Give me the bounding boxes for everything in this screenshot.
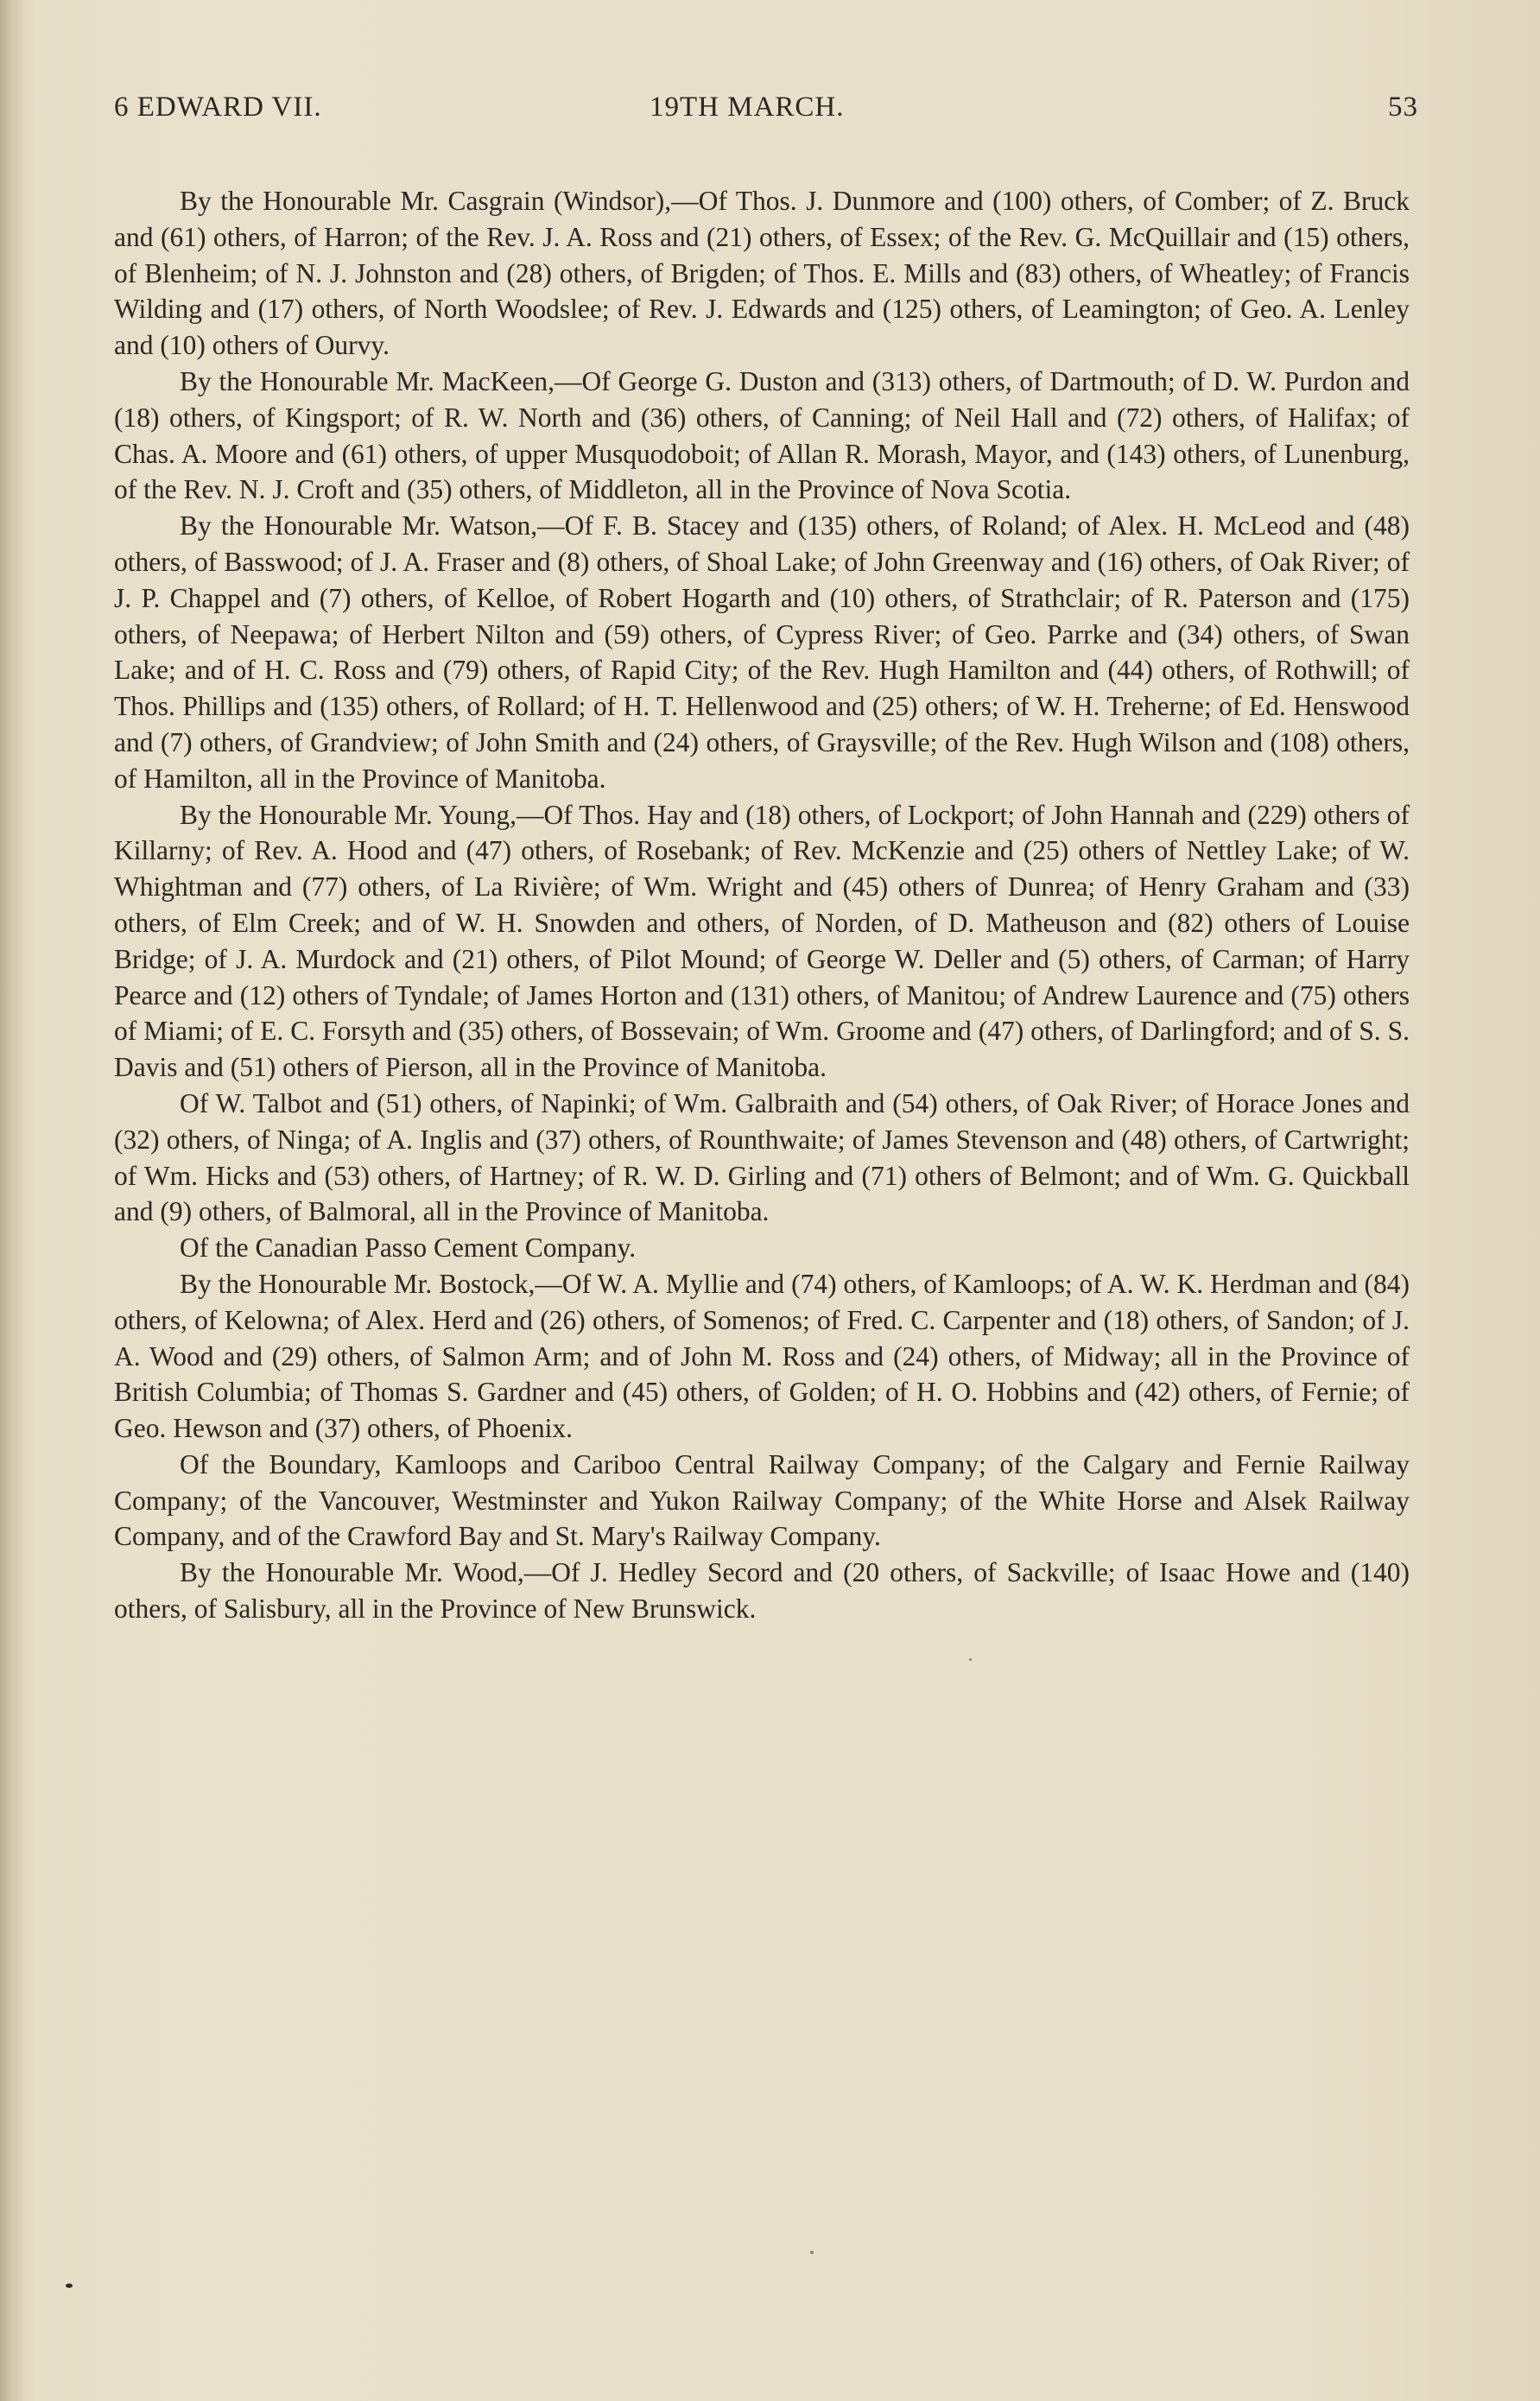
paragraph-bostock: By the Honourable Mr. Bostock,—Of W. A. Myllie and (74) others, of Kamloops; of A. W. K. Herdman and (84) others, of Kelowna; of Alex. Herd and (26) others, of Somenos; of Fred. C. Carpenter and (18) others, of Sandon; of J. A. Wood and (29) others, of Salmon Arm; and of John M. Ross and (24) others, of Midway; all in the Province of British Columbia; of Thomas S. Gardner and (45) others, of Golden; of H. O. Hobbins and (42) others, of Fernie; of Geo. Hewson and (37) others, of Phoenix.	[114, 1268, 1410, 1444]
binding-shadow	[0, 0, 24, 2401]
paragraph-young: By the Honourable Mr. Young,—Of Thos. Hay and (18) others, of Lockport; of John Hannah and (229) others of Killarny; of Rev. A. Hood and (47) others, of Rosebank; of Rev. McKenzie and (25) others of Nettley Lake; of W. Whightman and (77) others, of La Rivière; of Wm. Wright and (45) others of Dunrea; of Henry Graham and (33) others, of Elm Creek; and of W. H. Snowden and others, of Norden, of D. Matheuson and (82) others of Louise Bridge; of J. A. Murdock and (21) others, of Pilot Mound; of George W. Deller and (5) others, of Carman; of Harry Pearce and (12) others of Tyndale; of James Horton and (131) others, of Manitou; of Andrew Laurence and (75) others of Miami; of E. C. Forsyth and (35) others, of Bossevain; of Wm. Groome and (47) others, of Darlingford; and of S. S. Davis and (51) others of Pierson, all in the Province of Manitoba.	[114, 799, 1410, 1083]
paragraph-watson: By the Honourable Mr. Watson,—Of F. B. Stacey and (135) others, of Roland; of Alex. H. McLeod and (48) others, of Basswood; of J. A. Fraser and (8) others, of Shoal Lake; of John Greenway and (16) others, of Oak River; of J. P. Chappel and (7) others, of Kelloe, of Robert Hogarth and (10) others, of Strathclair; of R. Paterson and (175) others, of Neepawa; of Herbert Nilton and (59) others, of Cypress River; of Geo. Parrke and (34) others, of Swan Lake; and of H. C. Ross and (79) others, of Rapid City; of the Rev. Hugh Hamilton and (44) others, of Rothwill; of Thos. Phillips and (135) others, of Rollard; of H. T. Hellenwood and (25) others; of W. H. Treherne; of Ed. Henswood and (7) others, of Grandview; of John Smith and (24) others, of Graysville; of the Rev. Hugh Wilson and (108) others, of Hamilton, all in the Province of Manitoba.	[114, 510, 1410, 794]
paragraph-talbot: Of W. Talbot and (51) others, of Napinki; of Wm. Galbraith and (54) others, of Oak River; of Horace Jones and (32) others, of Ninga; of A. Inglis and (37) others, of Rounthwaite; of James Stevenson and (48) others, of Cartwright; of Wm. Hicks and (53) others, of Hartney; of R. W. D. Girling and (71) others of Belmont; and of Wm. G. Quickball and (9) others, of Balmoral, all in the Province of Manitoba.	[114, 1087, 1410, 1227]
paragraph-wood: By the Honourable Mr. Wood,—Of J. Hedley Secord and (20 others, of Sackville; of Isaac Howe and (140) others, of Salisbury, all in the Province of New Brunswick.	[114, 1557, 1410, 1625]
running-head	[114, 92, 1418, 133]
paragraph-passo-cement: Of the Canadian Passo Cement Company.	[180, 1232, 637, 1264]
ink-speck	[969, 1658, 972, 1661]
paragraph-casgrain: By the Honourable Mr. Casgrain (Windsor),—Of Thos. J. Dunmore and (100) others, of Comber; of Z. Bruck and (61) others, of Harron; of the Rev. J. A. Ross and (21) others, of Essex; of the Rev. G. McQuillair and (15) others, of Blenheim; of N. J. Johnston and (28) others, of Brigden; of Thos. E. Mills and (83) others, of Wheatley; of Francis Wilding and (17) others, of North Woodslee; of Rev. J. Edwards and (125) others, of Leamington; of Geo. A. Lenley and (10) others of Ourvy.	[114, 186, 1410, 361]
paragraph-mackeen: By the Honourable Mr. MacKeen,—Of George G. Duston and (313) others, of Dartmouth; of D. W. Purdon and (18) others, of Kingsport; of R. W. North and (36) others, of Canning; of Neil Hall and (72) others, of Halifax; of Chas. A. Moore and (61) others, of upper Musquodoboit; of Allan R. Morash, Mayor, and (143) others, of Lunenburg, of the Rev. N. J. Croft and (35) others, of Middleton, all in the Province of Nova Scotia.	[114, 365, 1410, 505]
header-regnal-year: 6 EDWARD VII.	[114, 92, 322, 123]
header-date: 19TH MARCH.	[650, 92, 845, 123]
paragraph-railway-companies: Of the Boundary, Kamloops and Cariboo Central Railway Company; of the Calgary and Fernie Railway Company; of the Vancouver, Westminster and Yukon Railway Company; of the White Horse and Alsek Railway Company, and of the Crawford Bay and St. Mary's Railway Company.	[114, 1448, 1410, 1552]
petitions-body	[114, 183, 1410, 1627]
page-number: 53	[1388, 92, 1418, 123]
ink-speck	[66, 2284, 73, 2288]
ink-speck	[810, 2251, 814, 2254]
